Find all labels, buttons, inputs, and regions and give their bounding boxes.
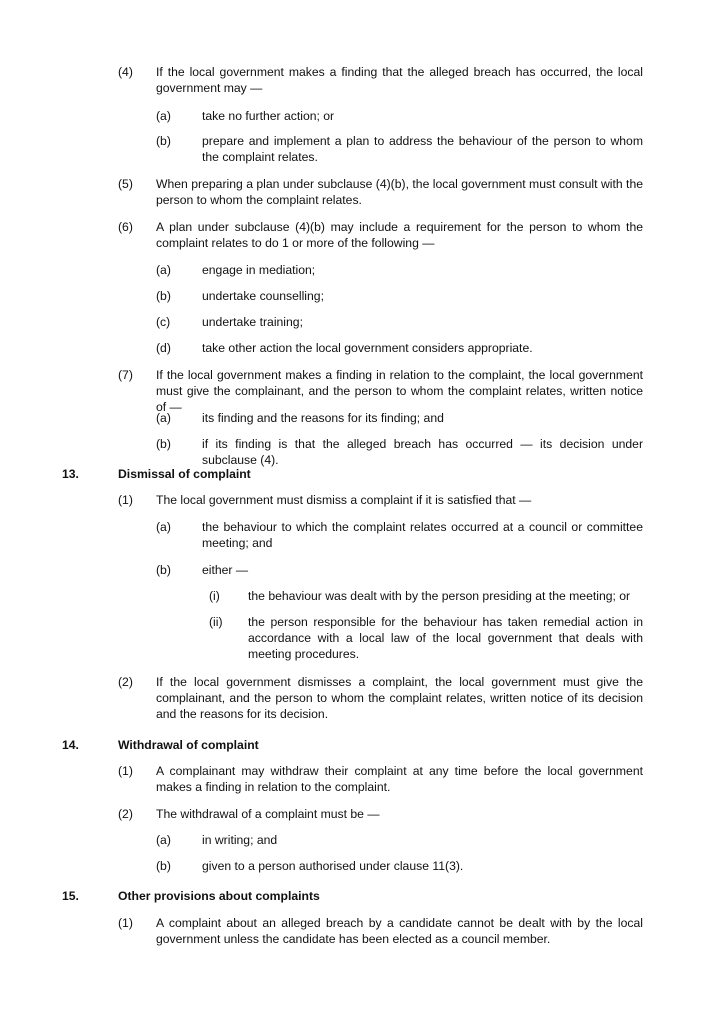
- paragraph-text: the behaviour to which the complaint relates occurred at a council or committee meeting; and: [202, 520, 643, 550]
- paragraph-label: (b): [156, 859, 171, 873]
- paragraph-text: its finding and the reasons for its finding; and: [202, 411, 444, 425]
- subclause-text: The local government must dismiss a complaint if it is satisfied that —: [156, 493, 532, 507]
- paragraph-label: (c): [156, 315, 171, 329]
- paragraph-text: undertake counselling;: [202, 289, 324, 303]
- paragraph-label: (a): [156, 411, 171, 425]
- subclause-text: When preparing a plan under subclause (4)(b), the local government must consult with the person to whom the complaint relates.: [156, 177, 643, 207]
- subclause-number: (7): [118, 368, 133, 382]
- subclause-text: If the local government makes a finding in relation to the complaint, the local government must give the complainant, and the person to whom the complaint relates, written notice of —: [156, 368, 643, 414]
- clause-title: Other provisions about complaints: [118, 889, 320, 903]
- subclause-text: A complainant may withdraw their complaint at any time before the local government makes a finding in relation to the complaint.: [156, 764, 643, 794]
- paragraph-text: undertake training;: [202, 315, 303, 329]
- subclause-number: (5): [118, 177, 133, 191]
- subclause-text: A complaint about an alleged breach by a candidate cannot be dealt with by the local government unless the candidate has been elected as a council member.: [156, 916, 643, 946]
- paragraph-text: engage in mediation;: [202, 263, 316, 277]
- clause-title: Dismissal of complaint: [118, 467, 251, 481]
- subclause-number: (6): [118, 220, 133, 234]
- subclause-number: (1): [118, 764, 133, 778]
- paragraph-label: (a): [156, 520, 171, 534]
- paragraph-label: (b): [156, 563, 171, 577]
- subparagraph-label: (ii): [209, 615, 223, 629]
- subclause-number: (2): [118, 675, 133, 689]
- subclause-number: (1): [118, 916, 133, 930]
- subclause-text: The withdrawal of a complaint must be —: [156, 807, 380, 821]
- subparagraph-label: (i): [209, 589, 220, 603]
- clause-number: 14.: [62, 738, 79, 752]
- subclause-text: If the local government dismisses a complaint, the local government must give the complainant, and the person to whom the complaint relates, written notice of its decision and the reasons for its decision.: [156, 675, 643, 721]
- paragraph-label: (b): [156, 134, 171, 148]
- paragraph-label: (d): [156, 341, 171, 355]
- paragraph-label: (a): [156, 833, 171, 847]
- paragraph-text: take no further action; or: [202, 109, 335, 123]
- subclause-number: (1): [118, 493, 133, 507]
- clause-number: 13.: [62, 467, 79, 481]
- paragraph-label: (b): [156, 437, 171, 451]
- paragraph-label: (a): [156, 109, 171, 123]
- subparagraph-text: the behaviour was dealt with by the person presiding at the meeting; or: [248, 589, 631, 603]
- paragraph-text: take other action the local government considers appropriate.: [202, 341, 533, 355]
- paragraph-text: in writing; and: [202, 833, 278, 847]
- subclause-text: A plan under subclause (4)(b) may include a requirement for the person to whom the complaint relates to do 1 or more of the following —: [156, 220, 643, 250]
- subclause-number: (4): [118, 65, 133, 79]
- subparagraph-text: the person responsible for the behaviour has taken remedial action in accordance with a local law of the local government that deals with meeting procedures.: [248, 615, 643, 661]
- clause-number: 15.: [62, 889, 79, 903]
- paragraph-label: (b): [156, 289, 171, 303]
- subclause-text: If the local government makes a finding that the alleged breach has occurred, the local government may —: [156, 65, 643, 95]
- subclause-number: (2): [118, 807, 133, 821]
- paragraph-text: either —: [202, 563, 249, 577]
- paragraph-text: prepare and implement a plan to address the behaviour of the person to whom the complaint relates.: [202, 134, 643, 164]
- paragraph-text: given to a person authorised under clause 11(3).: [202, 859, 464, 873]
- paragraph-text: if its finding is that the alleged breach has occurred — its decision under subclause (4).: [202, 437, 643, 467]
- clause-title: Withdrawal of complaint: [118, 738, 259, 752]
- paragraph-label: (a): [156, 263, 171, 277]
